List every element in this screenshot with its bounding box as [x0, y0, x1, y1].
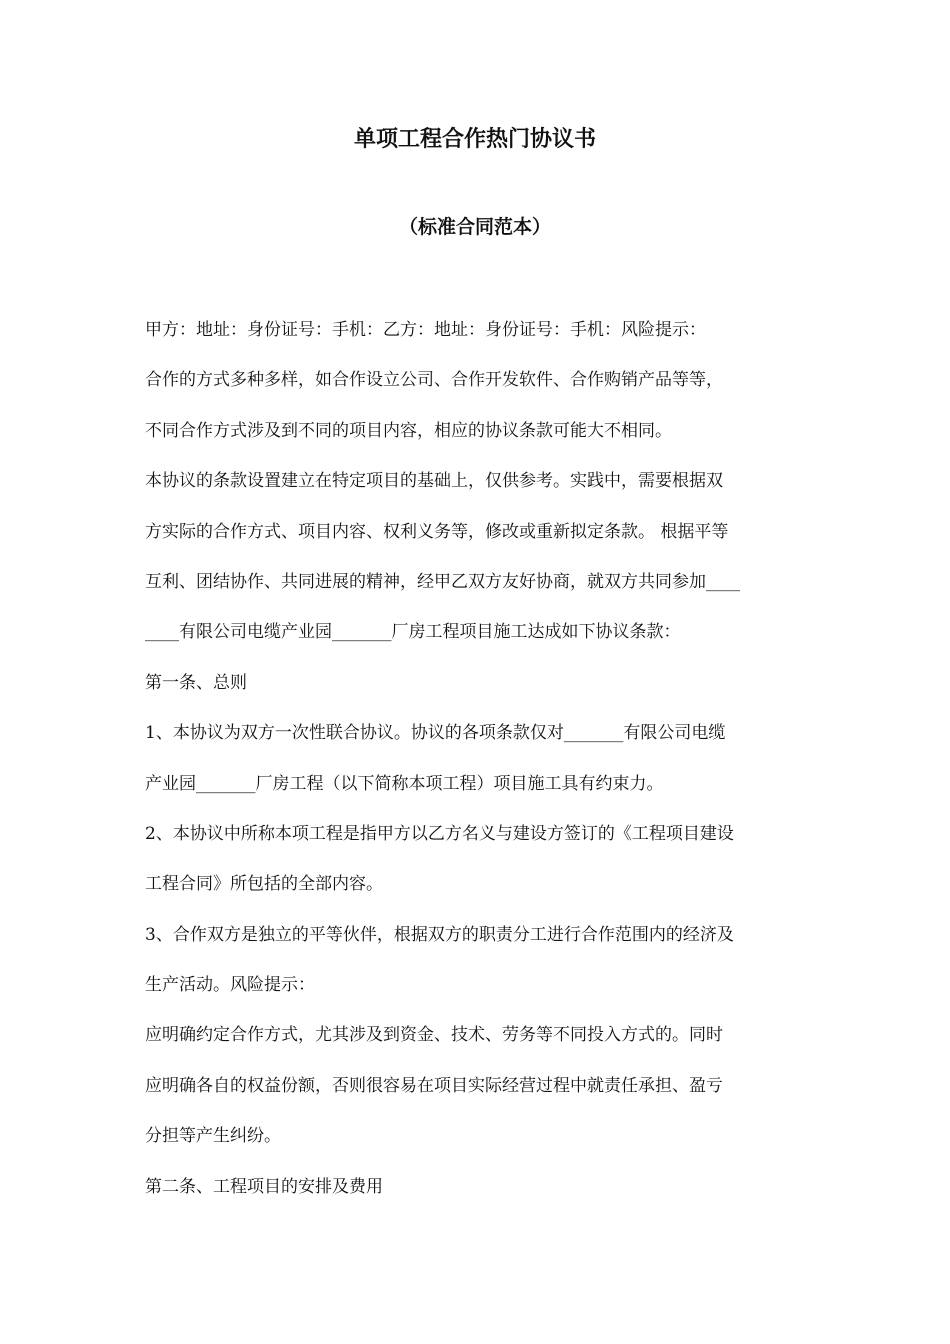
- body-line: 不同合作方式涉及到不同的项目内容，相应的协议条款可能大不相同。: [145, 420, 672, 441]
- body-line: 生产活动。风险提示：: [145, 975, 315, 996]
- body-line: 合作的方式多种多样，如合作设立公司、合作开发软件、合作购销产品等等，: [145, 370, 723, 391]
- document-title: 单项工程合作热门协议书: [353, 127, 596, 152]
- body-line: 方实际的合作方式、项目内容、权利义务等，修改或重新拟定条款。 根据平等: [145, 521, 729, 542]
- body-line: 1、本协议为双方一次性联合协议。协议的各项条款仅对_______有限公司电缆: [145, 723, 726, 744]
- body-line: 3、合作双方是独立的平等伙伴，根据双方的职责分工进行合作范围内的经济及: [145, 924, 734, 945]
- body-line: 应明确各自的权益份额，否则很容易在项目实际经营过程中就责任承担、盈亏: [145, 1075, 723, 1096]
- document-subtitle: （标准合同范本）: [398, 216, 551, 238]
- body-line: 本协议的条款设置建立在特定项目的基础上，仅供参考。实践中，需要根据双: [145, 471, 723, 492]
- section-heading: 第二条、工程项目的安排及费用: [145, 1176, 383, 1197]
- body-line: 工程合同》所包括的全部内容。: [145, 874, 383, 895]
- body-line: 产业园_______厂房工程（以下简称本项工程）项目施工具有约束力。: [145, 773, 664, 794]
- document-body: [145, 314, 810, 1221]
- body-line: 2、本协议中所称本项工程是指甲方以乙方名义与建设方签订的《工程项目建设: [145, 823, 734, 844]
- body-line: 互利、团结协作、共同进展的精神，经甲乙双方友好协商，就双方共同参加____: [145, 571, 740, 592]
- body-line: 甲方：地址：身份证号：手机：乙方：地址：身份证号：手机：风险提示：: [145, 320, 706, 340]
- body-line: 分担等产生纠纷。: [145, 1126, 281, 1147]
- body-line: 应明确约定合作方式，尤其涉及到资金、技术、劳务等不同投入方式的。同时: [145, 1025, 723, 1046]
- body-line: ____有限公司电缆产业园_______厂房工程项目施工达成如下协议条款：: [145, 622, 681, 643]
- section-heading: 第一条、总则: [145, 672, 247, 693]
